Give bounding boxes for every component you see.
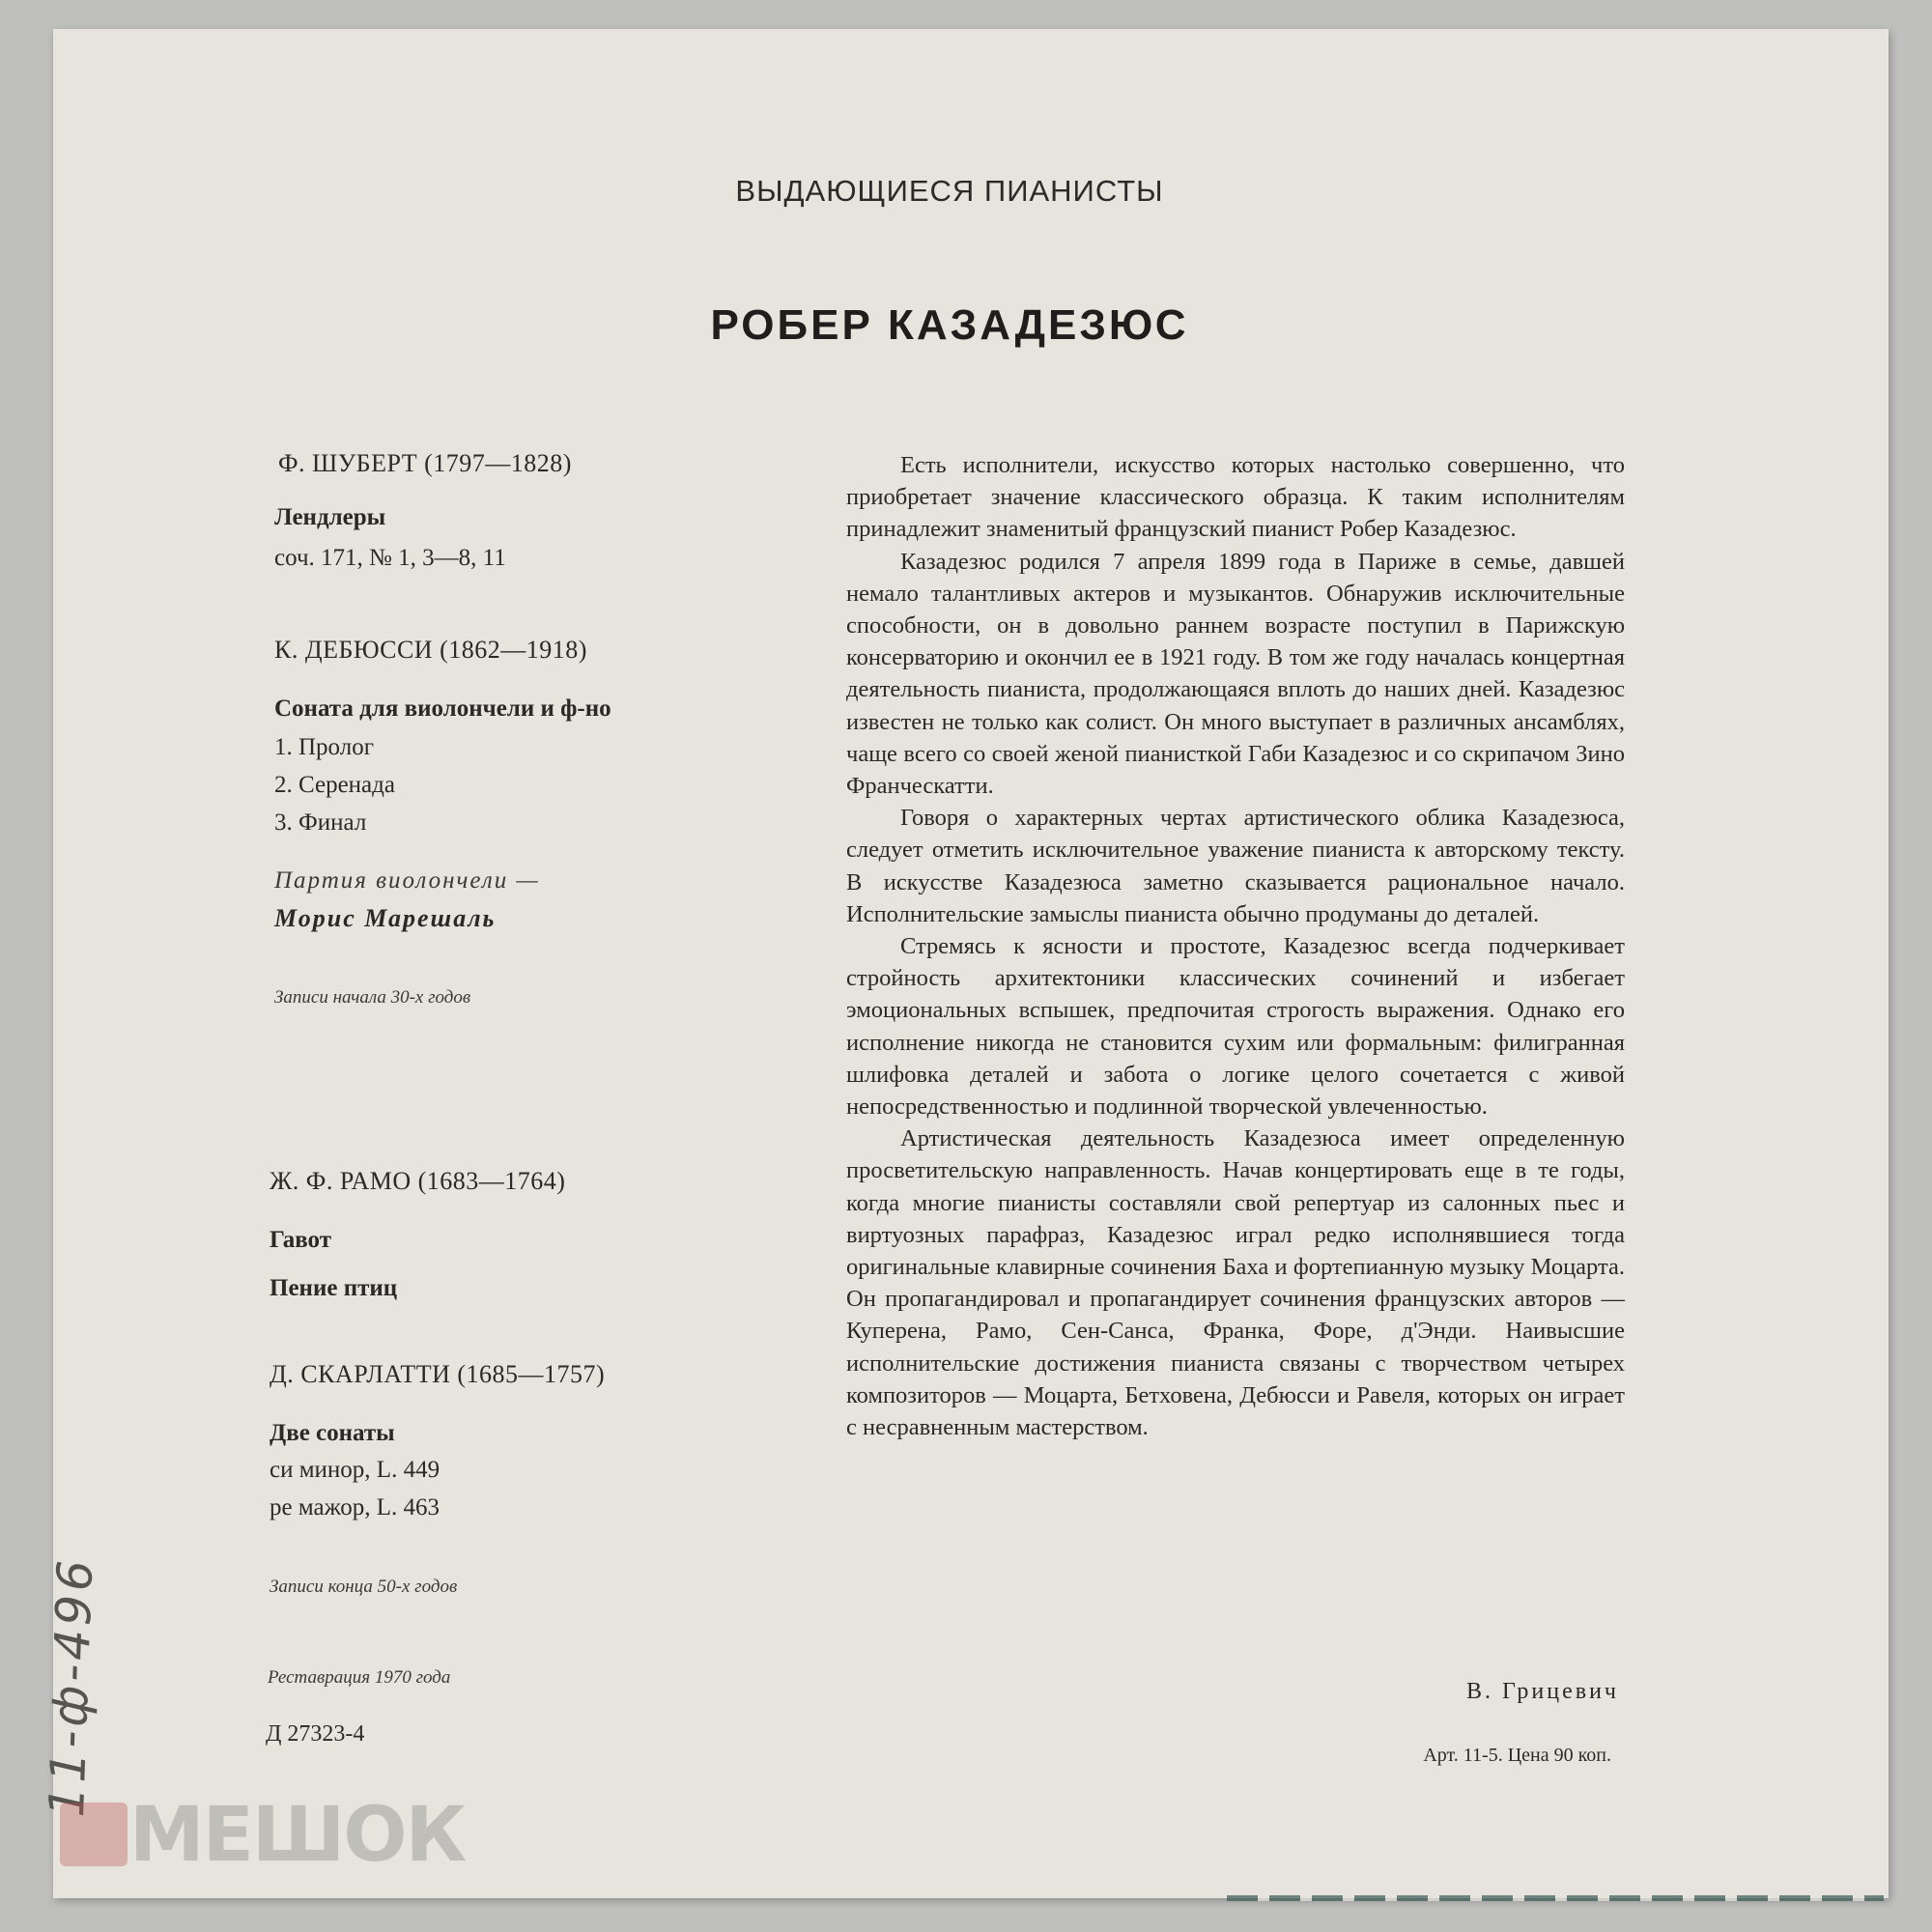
- cello-performer: Морис Марешаль: [274, 904, 497, 932]
- composer-rameau: Ж. Ф. РАМО (1683—1764): [270, 1167, 566, 1195]
- sleeve-edge-stripe: [1227, 1895, 1884, 1901]
- essay-paragraph: Говоря о характерных чертах артистического облика Казадезюса, следует отметить исключительное уважение пианиста к авторскому тексту. В искусстве Казадезюса заметно сказывается рациональное начало. Исполнительские замыслы пианиста обычно продуманы до деталей.: [846, 805, 1625, 927]
- sonata-d-major: ре мажор, L. 463: [270, 1494, 440, 1520]
- liner-notes-essay: [846, 449, 1625, 1443]
- artist-title: РОБЕР КАЗАДЕЗЮС: [710, 301, 1189, 349]
- composer-debussy: К. ДЕБЮССИ (1862—1918): [274, 636, 587, 664]
- recording-note-1930s: Записи начала 30-х годов: [274, 987, 471, 1008]
- sonata-b-minor: си минор, L. 449: [270, 1457, 440, 1483]
- series-title: ВЫДАЮЩИЕСЯ ПИАНИСТЫ: [735, 174, 1164, 208]
- work-bird-song: Пение птиц: [270, 1275, 398, 1301]
- watermark-text: МЕШОК: [129, 1792, 466, 1879]
- cello-role: Партия виолончели —: [274, 867, 540, 894]
- work-gavotte: Гавот: [270, 1227, 331, 1253]
- handwritten-inventory-mark: 11-ф-496: [39, 1555, 104, 1819]
- movement-1: 1. Пролог: [274, 734, 374, 760]
- restoration-note: Реставрация 1970 года: [268, 1667, 451, 1688]
- essay-paragraph: Стремясь к ясности и простоте, Казадезюс всегда подчеркивает стройность архитектоники классических сочинений и избегает эмоциональных вспышек, предпочитая строгость выражения. Однако его исполнение никогда не становится сухим или формальным: филигранная шлифовка деталей и забота о логике целого сочетается с живой непосредственностью и подлинной творческой увлеченностью.: [846, 933, 1625, 1121]
- composer-scarlatti: Д. СКАРЛАТТИ (1685—1757): [270, 1360, 606, 1388]
- work-laendler: Лендлеры: [274, 504, 386, 530]
- price-label: Арт. 11-5. Цена 90 коп.: [1423, 1745, 1611, 1766]
- composer-schubert: Ф. ШУБЕРТ (1797—1828): [278, 449, 572, 477]
- essay-paragraph: Казадезюс родился 7 апреля 1899 года в Париже в семье, давшей немало талантливых актеров и музыкантов. Обнаружив исключительные способности, он в довольно раннем возрасте поступил в Парижскую консерваторию и окончил ее в 1921 году. В том же году началась концертная деятельность пианиста, продолжающаяся вплоть до наших дней. Казадезюс известен не только как солист. Он много выступает в различных ансамблях, чаще всего со своей женой пианисткой Габи Казадезюс и со скрипачом Зино Франческатти.: [846, 548, 1625, 800]
- bag-icon: [60, 1803, 128, 1866]
- work-opus: соч. 171, № 1, 3—8, 11: [274, 545, 506, 571]
- essay-paragraph: Артистическая деятельность Казадезюса имеет определенную просветительскую направленность. Начав концертировать еще в те годы, когда многие пианисты составляли свой репертуар из салонных пьес и виртуозных парафраз, Казадезюс играл редко исполнявшиеся тогда оригинальные клавирные сочинения Баха и фортепианную музыку Моцарта. Он пропагандировал и пропагандирует сочинения французских авторов — Куперена, Рамо, Сен-Санса, Франка, Форе, д'Энди. Наивысшие исполнительские достижения пианиста связаны с творчеством четырех композиторов — Моцарта, Бетховена, Дебюсси и Равеля, которых он играет с несравненным мастерством.: [846, 1125, 1625, 1441]
- work-two-sonatas: Две сонаты: [270, 1420, 395, 1446]
- catalog-number: Д 27323-4: [266, 1721, 365, 1747]
- watermark-logo: [58, 1792, 465, 1879]
- essay-paragraph: Есть исполнители, искусство которых настолько совершенно, что приобретает значение классического образца. К таким исполнителям принадлежит знаменитый французский пианист Робер Казадезюс.: [846, 452, 1625, 543]
- movement-3: 3. Финал: [274, 810, 367, 836]
- movement-2: 2. Серенада: [274, 772, 395, 798]
- recording-note-1950s: Записи конца 50-х годов: [270, 1577, 458, 1597]
- work-cello-sonata: Соната для виолончели и ф-но: [274, 696, 611, 722]
- essay-author: В. Грицевич: [1466, 1679, 1619, 1704]
